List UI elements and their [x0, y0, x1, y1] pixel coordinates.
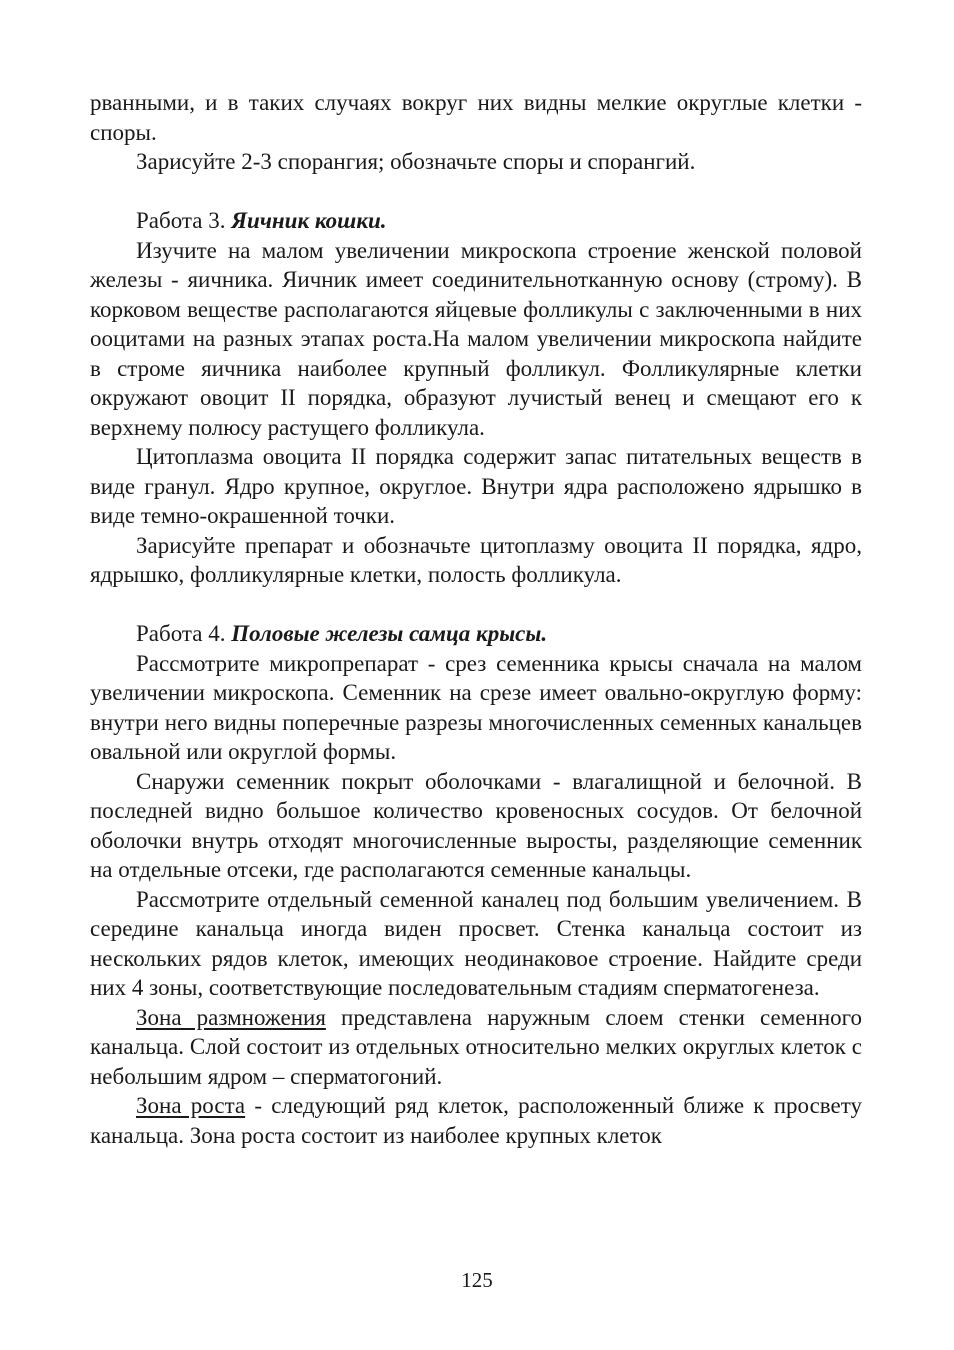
- work-4-title: Половые железы самца крысы.: [231, 621, 548, 646]
- work-3-title: Яичник кошки.: [231, 208, 387, 233]
- paragraph-growth-zone: [90, 1091, 862, 1150]
- page-body: [90, 88, 862, 1150]
- paragraph-ovary-drawing: Зарисуйте препарат и обозначьте цитоплазму овоцита II порядка, ядро, ядрышко, фолликулярные клетки, полость фолликула.: [90, 532, 862, 587]
- work-3-heading: [90, 206, 862, 236]
- paragraph-continuation: рванными, и в таких случаях вокруг них видны мелкие округлые клетки - споры.: [90, 90, 862, 145]
- paragraph-sporangia-instruction: Зарисуйте 2-3 спорангия; обозначьте споры и спорангий.: [136, 149, 696, 174]
- paragraph-reproduction-zone: [90, 1003, 862, 1092]
- paragraph-testis-membranes: Снаружи семенник покрыт оболочками - влагалищной и белочной. В последней видно большое количество кровеносных сосудов. От белочной оболочки внутрь отходят многочисленные выросты, разделяющие семенник на отдельные отсеки, где располагаются семенные канальцы.: [90, 768, 862, 882]
- page-number: 125: [461, 1268, 493, 1292]
- term-reproduction-zone: Зона размножения: [136, 1004, 326, 1030]
- paragraph-tubule-detail: Рассмотрите отдельный семенной каналец под большим увеличением. В середине канальца иногда виден просвет. Стенка канальца состоит из нескольких рядов клеток, имеющих неодинаковое строение. Найдите среди них 4 зоны, соответствующие последовательным стадиям сперматогенеза.: [90, 886, 862, 1000]
- spacer: [90, 590, 862, 620]
- work-4-prefix: Работа 4.: [136, 621, 232, 646]
- spacer: [90, 177, 862, 207]
- term-growth-zone: Зона роста: [136, 1093, 246, 1118]
- paragraph-testis-overview: Рассмотрите микропрепарат - срез семенника крысы сначала на малом увеличении микроскопа. Семенник на срезе имеет овально-округлую форму: внутри него видны поперечные разрезы многочисленных семенных канальцев овальной или округлой формы.: [90, 650, 862, 764]
- growth-zone-text: - следующий ряд клеток, расположенный ближе к просвету канальца. Зона роста состоит из наиболее крупных клеток: [90, 1093, 862, 1148]
- reproduction-zone-text: представлена наружным слоем стенки семенного канальца. Слой состоит из отдельных относительно мелких округлых клеток с небольшим ядром – сперматогоний.: [90, 1004, 862, 1089]
- work-4-heading: [90, 619, 862, 649]
- work-3-prefix: Работа 3.: [136, 208, 232, 233]
- paragraph-ovary-study: Изучите на малом увеличении микроскопа строение женской половой железы - яичника. Яичник имеет соединительнотканную основу (строму). В корковом веществе располагаются яйцевые фолликулы с заключенными в них ооцитами на разных этапах роста.На малом увеличении микроскопа найдите в строме яичника наиболее крупный фолликул. Фолликулярные клетки окружают овоцит II порядка, образуют лучистый венец и смещают его к верхнему полюсу растущего фолликула.: [90, 237, 862, 440]
- paragraph-oocyte-cytoplasm: Цитоплазма овоцита II порядка содержит запас питательных веществ в виде гранул. Ядро крупное, округлое. Внутри ядра расположено ядрышко в виде темно-окрашенной точки.: [90, 444, 862, 528]
